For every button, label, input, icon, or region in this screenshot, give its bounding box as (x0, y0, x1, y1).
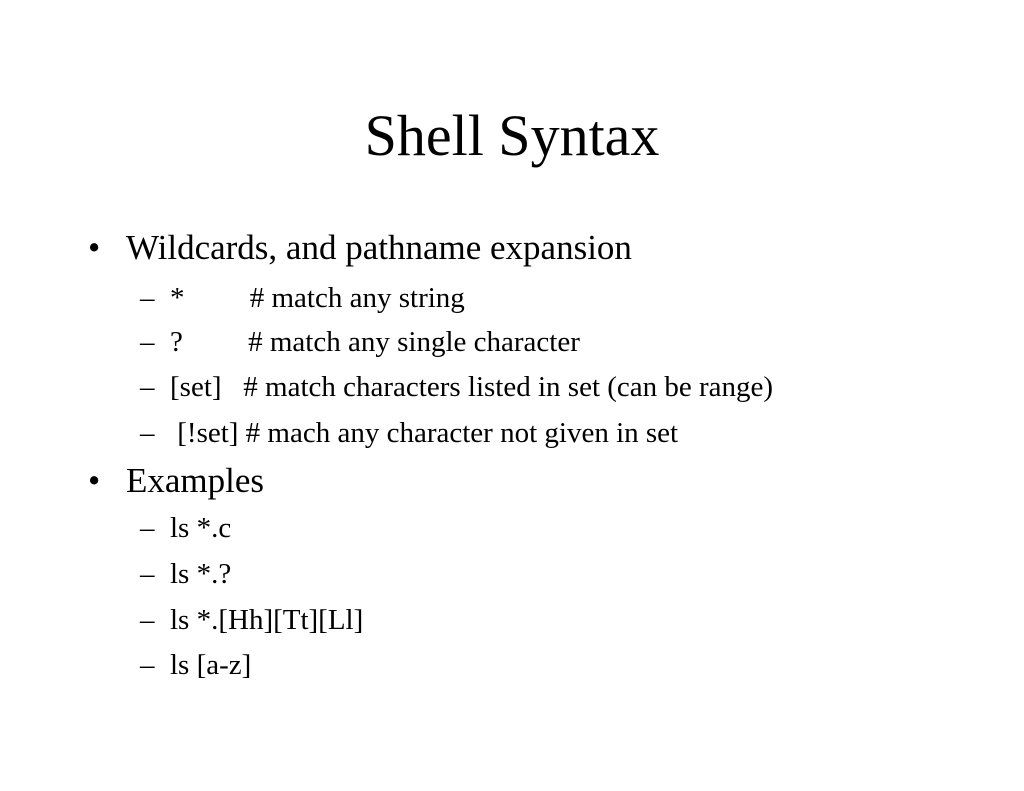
dash-marker: – (140, 282, 155, 314)
sub-item-text: ? # match any single character (170, 326, 580, 358)
sub-item-text: * # match any string (170, 282, 465, 314)
bullet-marker: • (88, 461, 101, 500)
bullet-text: Examples (126, 461, 265, 500)
dash-marker: – (140, 371, 155, 403)
bullet-text: Wildcards, and pathname expansion (126, 228, 632, 267)
dash-marker: – (140, 604, 155, 636)
sub-item-text: [!set] # mach any character not given in set (170, 417, 679, 449)
sub-item-text: ls *.? (170, 558, 232, 590)
sub-item (140, 647, 252, 791)
sub-item-text: ls [a-z] (170, 649, 252, 681)
bullet-marker: • (88, 228, 101, 267)
dash-marker: – (140, 649, 155, 681)
slide-title: Shell Syntax (364, 103, 660, 168)
dash-marker: – (140, 417, 155, 449)
sub-item-text: ls *.[Hh][Tt][Ll] (170, 604, 364, 636)
dash-marker: – (140, 558, 155, 590)
dash-marker: – (140, 512, 155, 544)
sub-item-text: [set] # match characters listed in set (can be range) (170, 371, 774, 403)
sub-item-text: ls *.c (170, 512, 232, 544)
dash-marker: – (140, 326, 155, 358)
